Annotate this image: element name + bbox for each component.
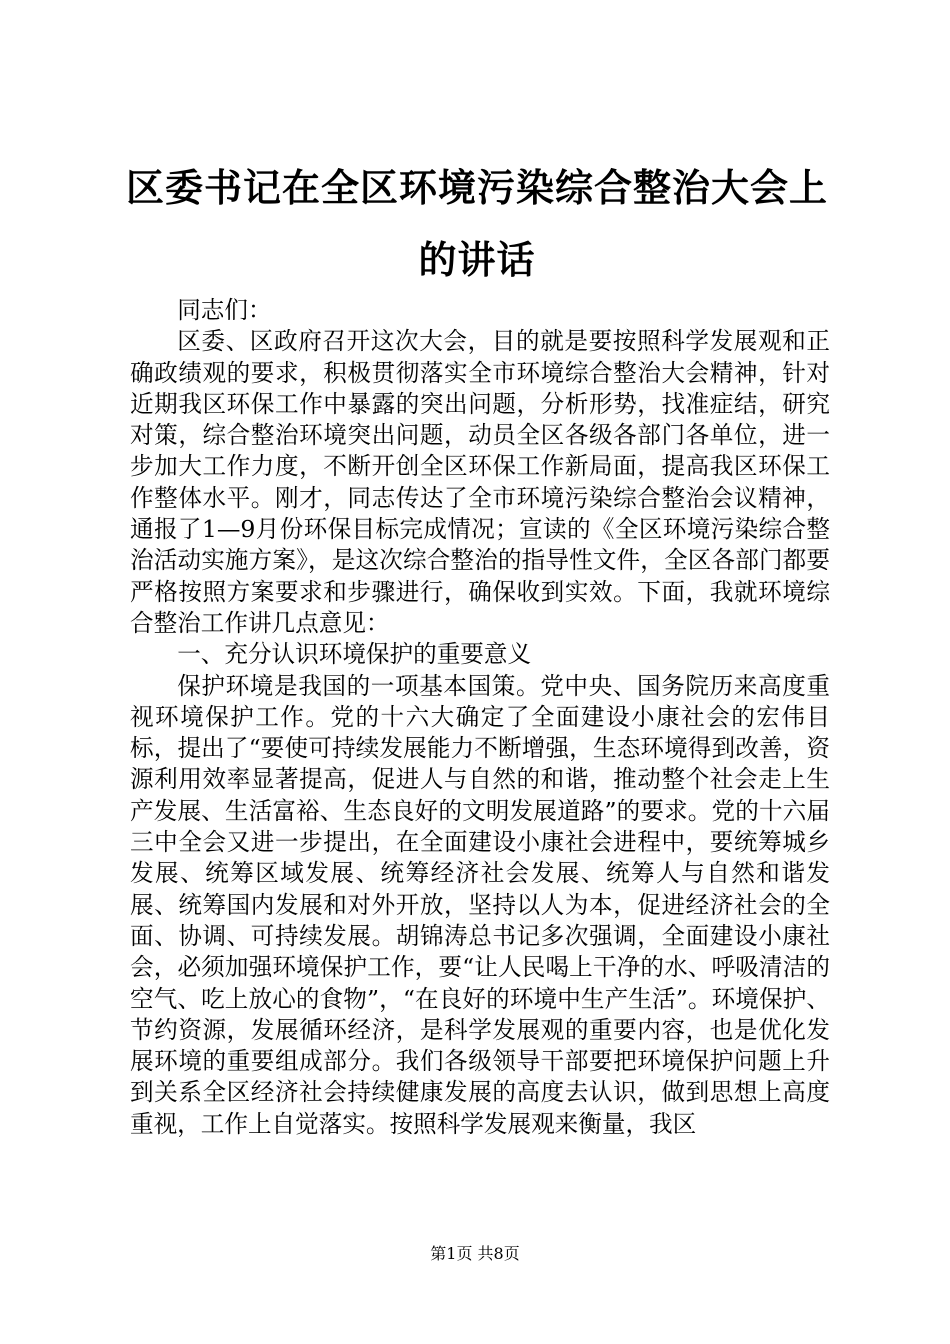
document-body [130, 295, 830, 1140]
body-paragraph: 区委、区政府召开这次大会，目的就是要按照科学发展观和正确政绩观的要求，积极贯彻落实全市环境综合整治大会精神，针对近期我区环保工作中暴露的突出问题，分析形势，找准症结，研究对策，综合整治环境突出问题，动员全区各级各部门各单位，进一步加大工作力度，不断开创全区环保工作新局面，提高我区环保工作整体水平。刚才，同志传达了全市环境污染综合整治会议精神，通报了1—9月份环保目标完成情况；宣读的《全区环境污染综合整治活动实施方案》，是这次综合整治的指导性文件，全区各部门都要严格按照方案要求和步骤进行，确保收到实效。下面，我就环境综合整治工作讲几点意见： [130, 327, 830, 637]
section-heading: 一、充分认识环境保护的重要意义 [177, 640, 532, 669]
body-paragraph: 保护环境是我国的一项基本国策。党中央、国务院历来高度重视环境保护工作。党的十六大确定了全面建设小康社会的宏伟目标，提出了“要使可持续发展能力不断增强，生态环境得到改善，资源利用效率显著提高，促进人与自然的和谐，推动整个社会走上生产发展、生活富裕、生态良好的文明发展道路”的要求。党的十六届三中全会又进一步提出，在全面建设小康社会进程中，要统筹城乡发展、统筹区域发展、统筹经济社会发展、统筹人与自然和谐发展、统筹国内发展和对外开放，坚持以人为本，促进经济社会的全面、协调、可持续发展。胡锦涛总书记多次强调，全面建设小康社会，必须加强环境保护工作，要“让人民喝上干净的水、呼吸清洁的空气、吃上放心的食物”，“在良好的环境中生产生活”。环境保护、节约资源，发展循环经济，是科学发展观的重要内容，也是优化发展环境的重要组成部分。我们各级领导干部要把环境保护问题上升到关系全区经济社会持续健康发展的高度去认识，做到思想上高度重视，工作上自觉落实。按照科学发展观来衡量，我区 [130, 671, 830, 1138]
document-title: 区委书记在全区环境污染综合整治大会上的讲话 [125, 165, 828, 282]
salutation: 同志们： [177, 296, 272, 324]
page-footer: 第1页 共8页 [430, 1244, 520, 1263]
